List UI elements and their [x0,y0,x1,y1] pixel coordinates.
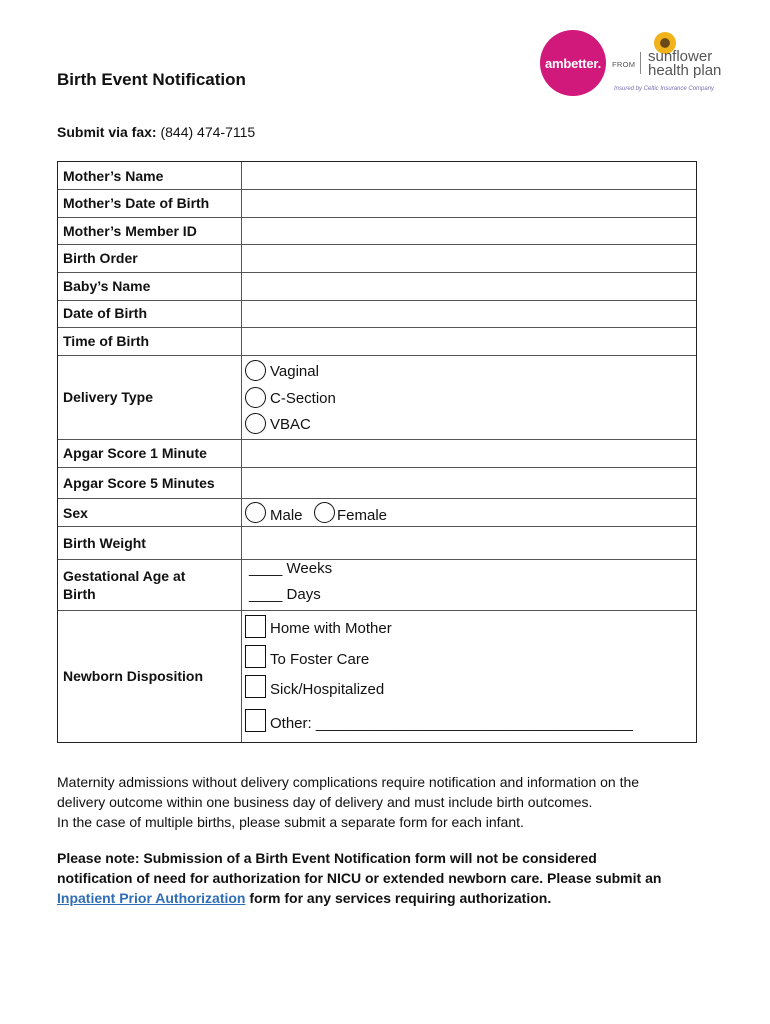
notice-line-2: delivery outcome within one business day of delivery and must include birth outcomes. [57,794,593,810]
row-newborn-disposition [58,611,696,742]
sunflower-logo-text: sunflower health plan [648,48,722,79]
option-vbac: VBAC [270,416,311,433]
row-birth-weight[interactable] [58,527,696,560]
notice-line-1: Maternity admissions without delivery complications require notification and information on the [57,774,640,790]
checkbox-home-with-mother[interactable] [245,615,266,638]
option-c-section: C-Section [270,390,336,407]
radio-c-section[interactable] [245,387,266,408]
radio-male[interactable] [245,502,266,523]
apgar-1-label: Apgar Score 1 Minute [63,445,207,461]
note-line-2: notification of need for authorization for NICU or extended newborn care. Please submit an [57,870,662,886]
mothers-dob-label: Mother’s Date of Birth [63,195,210,211]
row-apgar-1[interactable] [58,440,696,468]
row-mothers-name[interactable] [58,162,696,190]
checkbox-to-foster-care[interactable] [245,645,266,668]
row-mothers-dob[interactable] [58,190,696,218]
birth-order-label: Birth Order [63,250,138,266]
notice-line-3: In the case of multiple births, please submit a separate form for each infant. [57,814,524,830]
row-mothers-member-id[interactable] [58,218,696,245]
insurer-text: Insured by Celtic Insurance Company [614,86,715,92]
mothers-member-id-label: Mother’s Member ID [63,223,197,239]
row-birth-order[interactable] [58,245,696,273]
row-sex [58,499,696,527]
option-home-with-mother: Home with Mother [270,620,392,637]
note-line-3-rest: form for any services requiring authorization. [245,890,552,906]
gestational-age-label-1: Gestational Age at [63,568,186,584]
page-title: Birth Event Notification [57,70,246,89]
birth-weight-label: Birth Weight [63,535,146,551]
mothers-name-label: Mother’s Name [63,168,164,184]
radio-female[interactable] [314,502,335,523]
from-label: FROM [612,60,636,69]
babys-name-label: Baby’s Name [63,278,151,294]
note-line-1: Please note: Submission of a Birth Event Notification form will not be considered [57,850,597,866]
gestational-age-label-2: Birth [63,586,96,602]
fax-number: (844) 474-7115 [160,124,256,140]
row-babys-name[interactable] [58,273,696,301]
fax-label: Submit via fax: [57,124,157,140]
maternity-notice [57,772,717,832]
row-gestational-age [58,560,696,611]
option-male: Male [270,507,303,524]
birth-event-form [57,161,697,743]
newborn-disposition-label: Newborn Disposition [63,668,203,684]
delivery-type-label: Delivery Type [63,389,154,405]
row-time-of-birth[interactable] [58,328,696,356]
sex-label: Sex [63,505,88,521]
time-of-birth-label: Time of Birth [63,333,150,349]
date-of-birth-label: Date of Birth [63,305,147,321]
gestational-days-field[interactable]: ____ Days [249,586,321,603]
apgar-5-label: Apgar Score 5 Minutes [63,475,215,491]
checkbox-other[interactable] [245,709,266,732]
fax-line [57,124,255,140]
row-delivery-type [58,356,696,440]
inpatient-prior-authorization-link[interactable]: Inpatient Prior Authorization [57,890,246,906]
ambetter-logo: ambetter. [540,30,606,96]
checkbox-sick-hospitalized[interactable] [245,675,266,698]
row-apgar-5[interactable] [58,468,696,499]
option-other[interactable]: Other: ______________________________________ [270,715,633,732]
logo-divider [640,52,641,74]
note-line-3 [57,888,727,908]
option-female: Female [337,507,388,524]
option-sick-hospitalized: Sick/Hospitalized [270,681,385,698]
please-note [57,848,727,908]
radio-vaginal[interactable] [245,360,266,381]
option-vaginal: Vaginal [270,363,319,380]
row-date-of-birth[interactable] [58,301,696,328]
gestational-weeks-field[interactable]: ____ Weeks [249,560,333,577]
logo [540,30,730,100]
radio-vbac[interactable] [245,413,266,434]
option-to-foster-care: To Foster Care [270,651,370,668]
